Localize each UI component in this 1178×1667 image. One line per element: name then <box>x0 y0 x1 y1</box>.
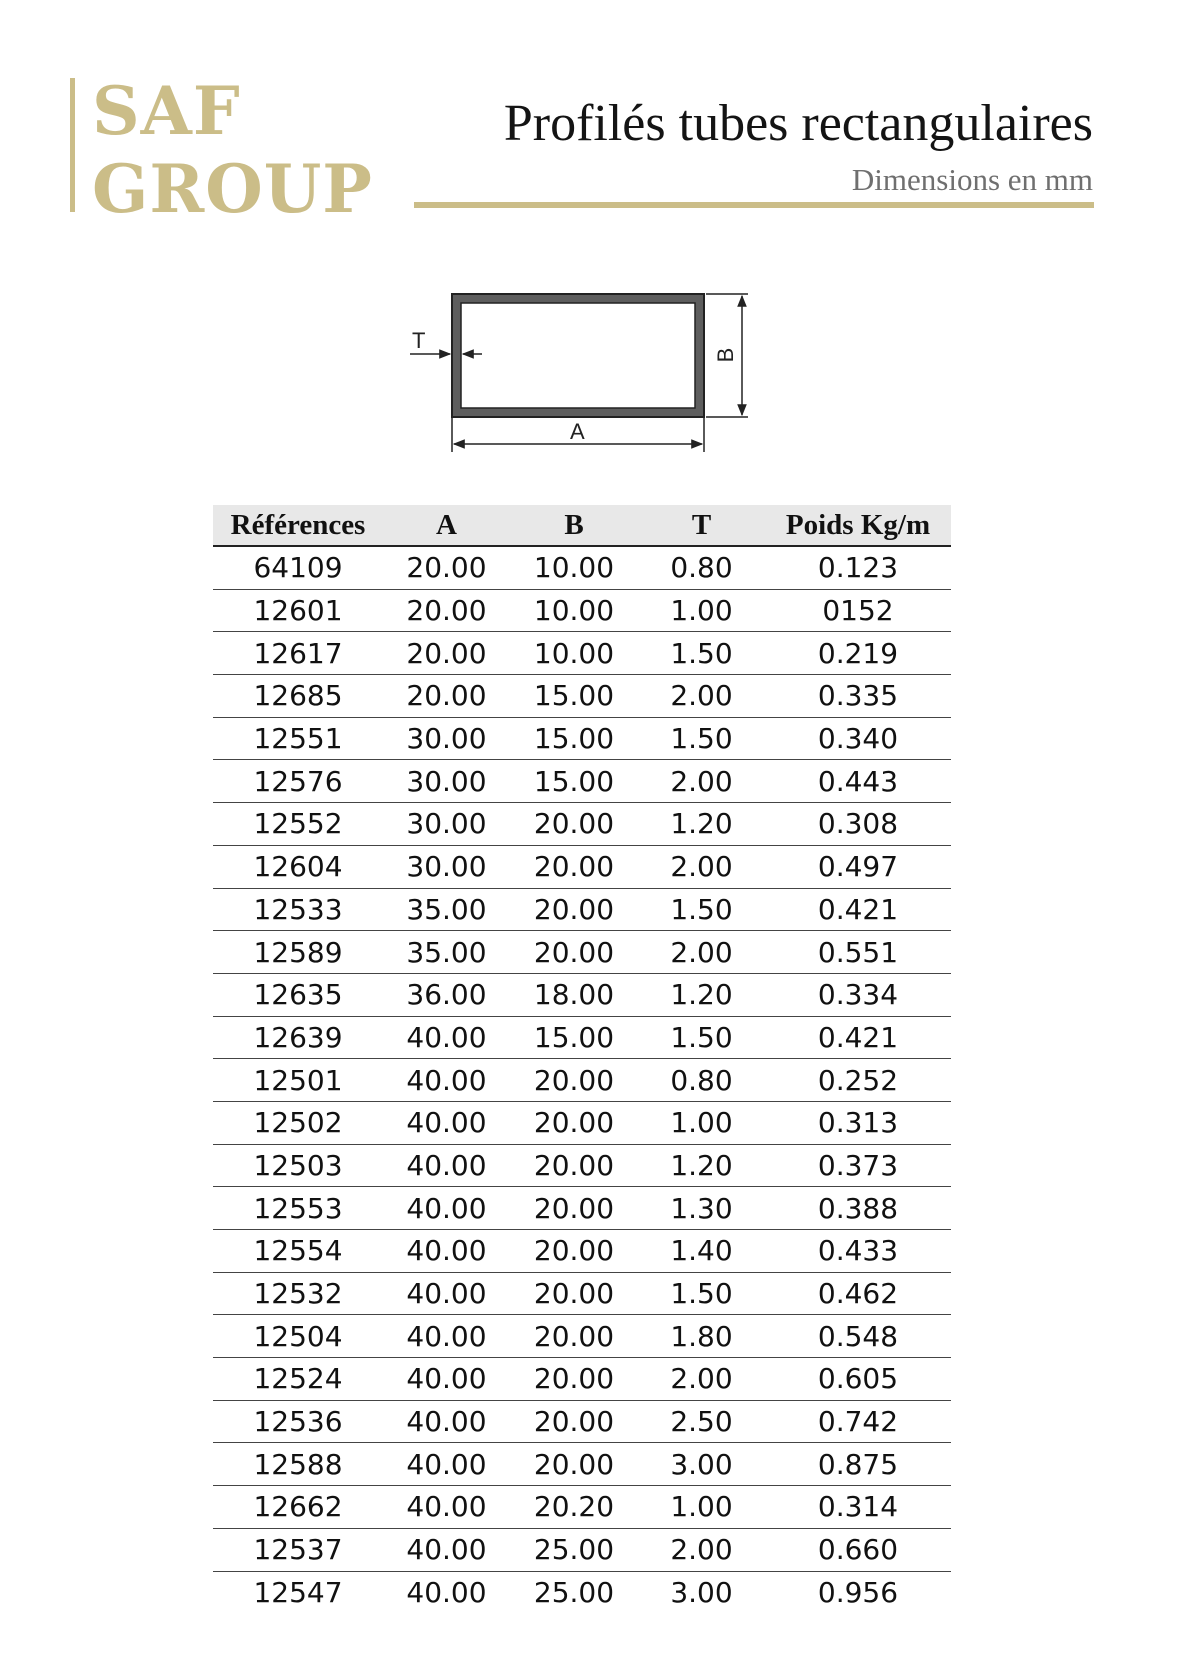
cell-reference: 12551 <box>213 717 383 760</box>
profile-diagram <box>400 280 760 465</box>
cell-weight: 0.314 <box>765 1486 951 1529</box>
cell-t: 1.20 <box>638 973 765 1016</box>
cell-reference: 12552 <box>213 803 383 846</box>
cell-reference: 12524 <box>213 1358 383 1401</box>
logo-accent-bar <box>70 78 75 212</box>
cell-reference: 12553 <box>213 1187 383 1230</box>
cell-b: 20.00 <box>510 1400 638 1443</box>
cell-a: 40.00 <box>383 1230 510 1273</box>
table-row <box>213 1187 951 1230</box>
title-underline <box>414 202 1094 208</box>
cell-a: 20.00 <box>383 546 510 589</box>
cell-a: 30.00 <box>383 760 510 803</box>
cell-reference: 12589 <box>213 931 383 974</box>
column-header-references: Références <box>213 505 383 546</box>
column-header-a: A <box>383 505 510 546</box>
logo-text-saf: SAF <box>92 72 241 150</box>
table-row <box>213 1400 951 1443</box>
cell-a: 40.00 <box>383 1187 510 1230</box>
cell-weight: 0.497 <box>765 845 951 888</box>
cell-reference: 64109 <box>213 546 383 589</box>
cell-b: 20.00 <box>510 1358 638 1401</box>
cell-reference: 12617 <box>213 632 383 675</box>
cell-reference: 12501 <box>213 1059 383 1102</box>
cell-weight: 0.421 <box>765 1016 951 1059</box>
cell-t: 1.00 <box>638 1486 765 1529</box>
cell-b: 15.00 <box>510 675 638 718</box>
cell-weight: 0.123 <box>765 546 951 589</box>
table-row <box>213 1230 951 1273</box>
cell-a: 40.00 <box>383 1101 510 1144</box>
table-row <box>213 1528 951 1571</box>
cell-a: 40.00 <box>383 1358 510 1401</box>
cell-t: 2.00 <box>638 1358 765 1401</box>
cell-t: 1.50 <box>638 632 765 675</box>
cell-weight: 0.956 <box>817 1575 899 1609</box>
cell-b: 10.00 <box>510 546 638 589</box>
cell-t: 1.40 <box>638 1230 765 1273</box>
cell-a: 40.00 <box>383 1528 510 1571</box>
cell-t: 2.00 <box>638 845 765 888</box>
cell-reference: 12685 <box>213 675 383 718</box>
cell-t: 1.00 <box>638 1101 765 1144</box>
cell-b: 20.00 <box>510 1144 638 1187</box>
cell-b: 18.00 <box>510 973 638 1016</box>
cell-t: 2.00 <box>638 931 765 974</box>
cell-weight: 0.252 <box>765 1059 951 1102</box>
cell-reference: 12588 <box>213 1443 383 1486</box>
cell-b: 20.00 <box>510 1443 638 1486</box>
cell-reference: 12576 <box>213 760 383 803</box>
cell-a: 40.00 <box>383 1443 510 1486</box>
column-header-b: B <box>510 505 638 546</box>
table-row <box>213 760 951 803</box>
table-row <box>213 973 951 1016</box>
cell-b: 20.00 <box>510 803 638 846</box>
dimension-a <box>452 418 704 452</box>
cell-weight: 0.219 <box>765 632 951 675</box>
cell-t: 1.00 <box>638 589 765 632</box>
dimension-t-label: T <box>412 328 426 353</box>
cell-t: 0.80 <box>638 546 765 589</box>
cell-weight: 0.335 <box>765 675 951 718</box>
cell-weight: 0.462 <box>765 1272 951 1315</box>
dimension-b <box>706 294 748 417</box>
cell-b: 20.00 <box>510 1272 638 1315</box>
cell-reference: 12604 <box>213 845 383 888</box>
table-header-row <box>213 505 951 546</box>
cell-weight: 0.334 <box>765 973 951 1016</box>
cell-b: 25.00 <box>533 1575 615 1609</box>
column-header-t: T <box>638 505 765 546</box>
cell-reference: 12532 <box>213 1272 383 1315</box>
cell-a: 30.00 <box>383 803 510 846</box>
table-row <box>213 589 951 632</box>
cell-a: 40.00 <box>383 1144 510 1187</box>
cell-weight: 0.742 <box>765 1400 951 1443</box>
cell-b: 10.00 <box>510 589 638 632</box>
table-row <box>213 546 951 589</box>
cell-b: 20.00 <box>510 845 638 888</box>
table-row <box>213 803 951 846</box>
cell-a: 40.00 <box>383 1400 510 1443</box>
cell-weight: 0.313 <box>765 1101 951 1144</box>
cell-a: 20.00 <box>383 675 510 718</box>
cell-a: 36.00 <box>383 973 510 1016</box>
cell-b: 20.00 <box>510 1101 638 1144</box>
cell-reference: 12639 <box>213 1016 383 1059</box>
cell-t: 1.50 <box>638 888 765 931</box>
table-row <box>213 1571 951 1613</box>
dimension-b-label: B <box>713 347 738 363</box>
cell-b: 20.00 <box>510 1230 638 1273</box>
cell-t: 2.00 <box>638 675 765 718</box>
cell-weight: 0.340 <box>765 717 951 760</box>
cell-reference: 12503 <box>213 1144 383 1187</box>
table-row <box>213 1443 951 1486</box>
cell-b: 15.00 <box>510 1016 638 1059</box>
cell-a: 40.00 <box>383 1016 510 1059</box>
table-row <box>213 1315 951 1358</box>
table-row <box>213 931 951 974</box>
cell-t: 3.00 <box>638 1443 765 1486</box>
table-body <box>213 546 951 1613</box>
cell-reference: 12504 <box>213 1315 383 1358</box>
cell-a: 40.00 <box>383 1272 510 1315</box>
cell-t: 2.00 <box>638 1528 765 1571</box>
cell-a: 40.00 <box>406 1575 487 1609</box>
cell-b: 20.00 <box>510 931 638 974</box>
cell-a: 40.00 <box>383 1486 510 1529</box>
cell-a: 20.00 <box>383 589 510 632</box>
table-row <box>213 845 951 888</box>
cell-weight: 0.548 <box>765 1315 951 1358</box>
cell-b: 20.00 <box>510 888 638 931</box>
cell-reference: 12635 <box>213 973 383 1016</box>
cell-t: 1.50 <box>638 1016 765 1059</box>
cell-weight: 0152 <box>765 589 951 632</box>
cell-b: 15.00 <box>510 760 638 803</box>
cell-b: 25.00 <box>510 1528 638 1571</box>
cell-a: 20.00 <box>383 632 510 675</box>
table-row <box>213 1101 951 1144</box>
table-row <box>213 1059 951 1102</box>
cell-b: 20.00 <box>510 1059 638 1102</box>
cell-weight: 0.388 <box>765 1187 951 1230</box>
cell-weight: 0.605 <box>765 1358 951 1401</box>
cell-t: 1.20 <box>638 803 765 846</box>
cell-reference: 12533 <box>213 888 383 931</box>
cell-reference: 12554 <box>213 1230 383 1273</box>
cell-t: 2.50 <box>638 1400 765 1443</box>
cell-t: 1.20 <box>638 1144 765 1187</box>
cell-weight: 0.421 <box>765 888 951 931</box>
cell-a: 40.00 <box>383 1315 510 1358</box>
cell-b: 20.00 <box>510 1315 638 1358</box>
table-row <box>213 1272 951 1315</box>
cell-weight: 0.551 <box>765 931 951 974</box>
cell-weight: 0.433 <box>765 1230 951 1273</box>
cell-b: 15.00 <box>510 717 638 760</box>
cell-reference: 12537 <box>213 1528 383 1571</box>
cell-a: 30.00 <box>383 717 510 760</box>
dimensions-table <box>213 505 951 1613</box>
page-title: Profilés tubes rectangulaires <box>503 95 1093 152</box>
cell-reference: 12536 <box>213 1400 383 1443</box>
table-row <box>213 1358 951 1401</box>
cell-a: 30.00 <box>383 845 510 888</box>
table-row <box>213 1486 951 1529</box>
logo-text-group: GROUP <box>92 150 373 228</box>
cell-t: 3.00 <box>670 1575 733 1609</box>
cell-t: 1.30 <box>638 1187 765 1230</box>
cell-t: 2.00 <box>638 760 765 803</box>
cell-weight: 0.443 <box>765 760 951 803</box>
table-row <box>213 1016 951 1059</box>
cell-b: 20.00 <box>510 1187 638 1230</box>
cell-t: 1.80 <box>638 1315 765 1358</box>
cell-weight: 0.373 <box>765 1144 951 1187</box>
cell-b: 10.00 <box>510 632 638 675</box>
cell-a: 40.00 <box>383 1059 510 1102</box>
cell-t: 1.50 <box>638 1272 765 1315</box>
dimension-a-label: A <box>570 419 585 444</box>
cell-t: 1.50 <box>638 717 765 760</box>
table-row <box>213 675 951 718</box>
cell-weight: 0.308 <box>765 803 951 846</box>
table-row <box>213 717 951 760</box>
cell-weight: 0.660 <box>765 1528 951 1571</box>
cell-a: 35.00 <box>383 888 510 931</box>
cell-t: 0.80 <box>638 1059 765 1102</box>
table-row <box>213 632 951 675</box>
page-subtitle: Dimensions en mm <box>851 162 1093 197</box>
cell-a: 35.00 <box>383 931 510 974</box>
tube-section <box>452 294 704 417</box>
cell-reference: 12662 <box>213 1486 383 1529</box>
column-header-weight: Poids Kg/m <box>765 505 951 546</box>
cell-b: 20.20 <box>510 1486 638 1529</box>
cell-reference: 12547 <box>253 1575 343 1609</box>
table-row <box>213 888 951 931</box>
cell-reference: 12601 <box>213 589 383 632</box>
cell-weight: 0.875 <box>765 1443 951 1486</box>
table-row <box>213 1144 951 1187</box>
cell-reference: 12502 <box>213 1101 383 1144</box>
